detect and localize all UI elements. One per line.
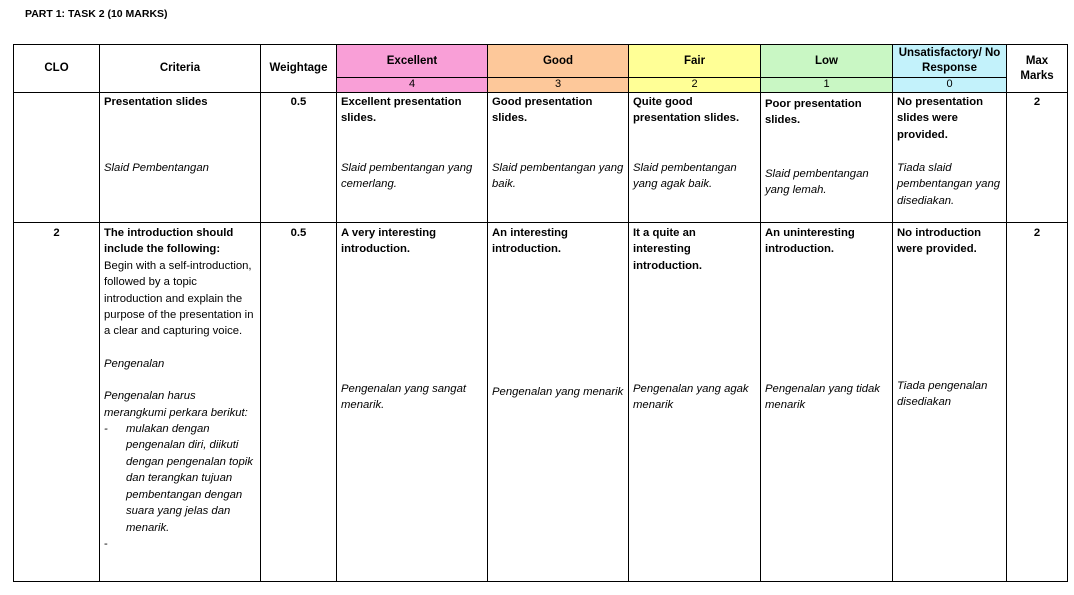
header-clo: CLO xyxy=(14,45,100,93)
row2-good-en: An interesting introduction. xyxy=(492,227,568,256)
row1-excellent xyxy=(337,93,488,223)
row2-criteria-ms-title: Pengenalan xyxy=(104,357,165,370)
row1-unsat-en: No presentation slides were provided. xyxy=(897,96,983,141)
row2-excellent xyxy=(337,223,488,582)
row2-fair-ms: Pengenalan yang agak menarik xyxy=(633,383,749,412)
row2-unsat-ms: Tiada pengenalan disediakan xyxy=(897,380,988,409)
score-low: 1 xyxy=(761,78,893,93)
row1-fair xyxy=(629,93,761,223)
row2-criteria-dash: - xyxy=(104,537,108,550)
row1-good-ms: Slaid pembentangan yang baik. xyxy=(492,162,624,191)
row2-criteria-en: Begin with a self-introduction, followed by a topic introduction and explain the purpose of the presentation in a clear and capturing voice. xyxy=(104,259,254,338)
header-max-marks: Max Marks xyxy=(1007,45,1068,93)
score-unsatisfactory: 0 xyxy=(893,78,1007,93)
table-row xyxy=(14,93,1068,223)
row1-unsat-ms: Tiada slaid pembentangan yang disediakan. xyxy=(897,162,1001,207)
row2-max: 2 xyxy=(1007,223,1068,582)
header-excellent: Excellent xyxy=(337,45,488,78)
table-row xyxy=(14,223,1068,582)
row1-fair-en: Quite good presentation slides. xyxy=(633,96,740,125)
row2-fair-en: It a quite an interesting introduction. xyxy=(633,227,703,272)
row2-clo: 2 xyxy=(14,223,100,582)
row2-unsatisfactory xyxy=(893,223,1007,582)
score-excellent: 4 xyxy=(337,78,488,93)
row1-clo xyxy=(14,93,100,223)
row2-excellent-en: A very interesting introduction. xyxy=(341,227,437,256)
row1-criteria-ms: Slaid Pembentangan xyxy=(104,162,209,175)
score-fair: 2 xyxy=(629,78,761,93)
row1-good xyxy=(488,93,629,223)
row1-criteria xyxy=(100,93,261,223)
row2-criteria-ms: Pengenalan harus merangkumi perkara berikut: xyxy=(104,390,248,419)
rubric-table xyxy=(13,44,1068,582)
row1-excellent-ms: Slaid pembentangan yang cemerlang. xyxy=(341,162,473,191)
row2-fair xyxy=(629,223,761,582)
list-item: - mulakan dengan pengenalan diri, diikuti dengan pengenalan topik dan terangkan tujuan pembentangan dengan suara yang jelas dan menarik. xyxy=(126,421,256,536)
header-weightage: Weightage xyxy=(261,45,337,93)
header-good: Good xyxy=(488,45,629,78)
header-criteria: Criteria xyxy=(100,45,261,93)
header-unsatisfactory: Unsatisfactory/ No Response xyxy=(893,45,1007,78)
row1-excellent-en: Excellent presentation slides. xyxy=(341,96,462,125)
row2-criteria-en-bold: The introduction should include the following: xyxy=(104,227,234,256)
row2-criteria-list xyxy=(104,421,256,536)
row1-weightage: 0.5 xyxy=(261,93,337,223)
row2-good-ms: Pengenalan yang menarik xyxy=(492,386,624,398)
row1-max: 2 xyxy=(1007,93,1068,223)
row2-unsat-en: No introduction were provided. xyxy=(897,227,982,256)
header-low: Low xyxy=(761,45,893,78)
header-fair: Fair xyxy=(629,45,761,78)
row2-good xyxy=(488,223,629,582)
row2-criteria xyxy=(100,223,261,582)
row2-excellent-ms: Pengenalan yang sangat menarik. xyxy=(341,383,466,412)
row1-low-ms: Slaid pembentangan yang lemah. xyxy=(765,168,869,197)
score-good: 3 xyxy=(488,78,629,93)
row2-weightage: 0.5 xyxy=(261,223,337,582)
row1-good-en: Good presentation slides. xyxy=(492,96,593,125)
row2-low-en: An uninteresting introduction. xyxy=(765,227,855,256)
row1-unsatisfactory xyxy=(893,93,1007,223)
page-heading: PART 1: TASK 2 (10 MARKS) xyxy=(25,8,168,20)
row1-low xyxy=(761,93,893,223)
row2-low xyxy=(761,223,893,582)
row1-criteria-en: Presentation slides xyxy=(104,96,208,108)
row2-low-ms: Pengenalan yang tidak menarik xyxy=(765,383,880,412)
row1-fair-ms: Slaid pembentangan yang agak baik. xyxy=(633,162,737,191)
row1-low-en: Poor presentation slides. xyxy=(765,98,862,127)
